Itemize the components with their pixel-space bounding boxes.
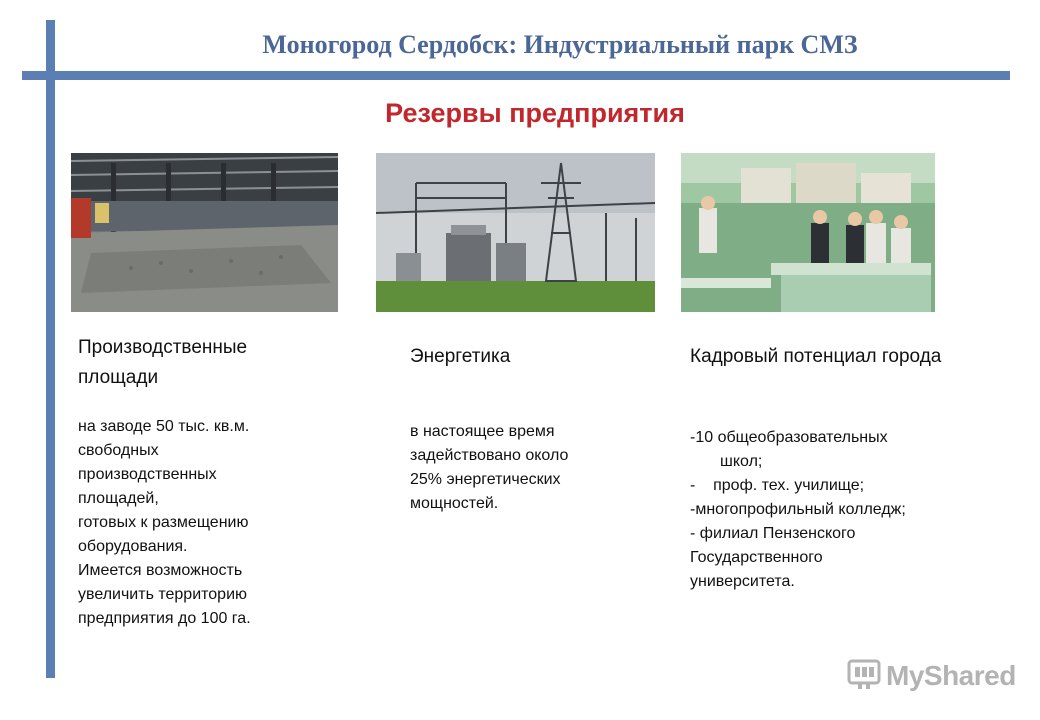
column-text-energy <box>410 420 640 516</box>
text-line: - проф. тех. училище; <box>690 477 865 494</box>
text-line: университета. <box>690 573 795 590</box>
text-line: 25% энергетических <box>410 471 561 488</box>
text-line: мощностей. <box>410 495 499 512</box>
column-text-workforce <box>690 426 990 594</box>
column-heading-workforce: Кадровый потенциал города <box>690 346 942 367</box>
text-line: готовых к размещению <box>78 514 249 531</box>
text-line: Имеется возможность <box>78 562 243 579</box>
text-line: производственных <box>78 466 217 483</box>
text-line: - филиал Пензенского <box>690 525 856 542</box>
classroom-photo <box>681 153 935 312</box>
text-line: увеличить территорию <box>78 586 248 603</box>
factory-floor-photo <box>71 153 338 312</box>
text-line: школ; <box>720 453 763 470</box>
text-line: в настоящее время <box>410 423 555 440</box>
section-subtitle: Резервы предприятия <box>385 98 685 128</box>
text-line: площадей, <box>78 490 159 507</box>
left-accent-bar <box>46 20 55 678</box>
top-accent-bar <box>22 71 1010 80</box>
column-heading-production-areas: Производственные площади <box>78 337 248 388</box>
text-line: Государственного <box>690 549 823 566</box>
page-title: Моногород Сердобск: Индустриальный парк СМЗ <box>262 30 858 59</box>
text-line: оборудования. <box>78 538 188 555</box>
text-line: на заводе 50 тыс. кв.м. <box>78 418 250 435</box>
column-heading-energy: Энергетика <box>410 346 511 367</box>
watermark-text: MyShared <box>886 659 1016 691</box>
text-line: задействовано около <box>410 447 569 464</box>
text-line: -многопрофильный колледж; <box>690 501 906 518</box>
text-line: предприятия до 100 га. <box>78 610 251 627</box>
myshared-logo-icon <box>846 655 882 696</box>
text-line: -10 общеобразовательных <box>690 429 888 446</box>
power-substation-photo <box>376 153 655 312</box>
column-text-production-areas <box>78 415 318 631</box>
myshared-watermark[interactable] <box>846 655 1016 696</box>
text-line: свободных <box>78 442 159 459</box>
